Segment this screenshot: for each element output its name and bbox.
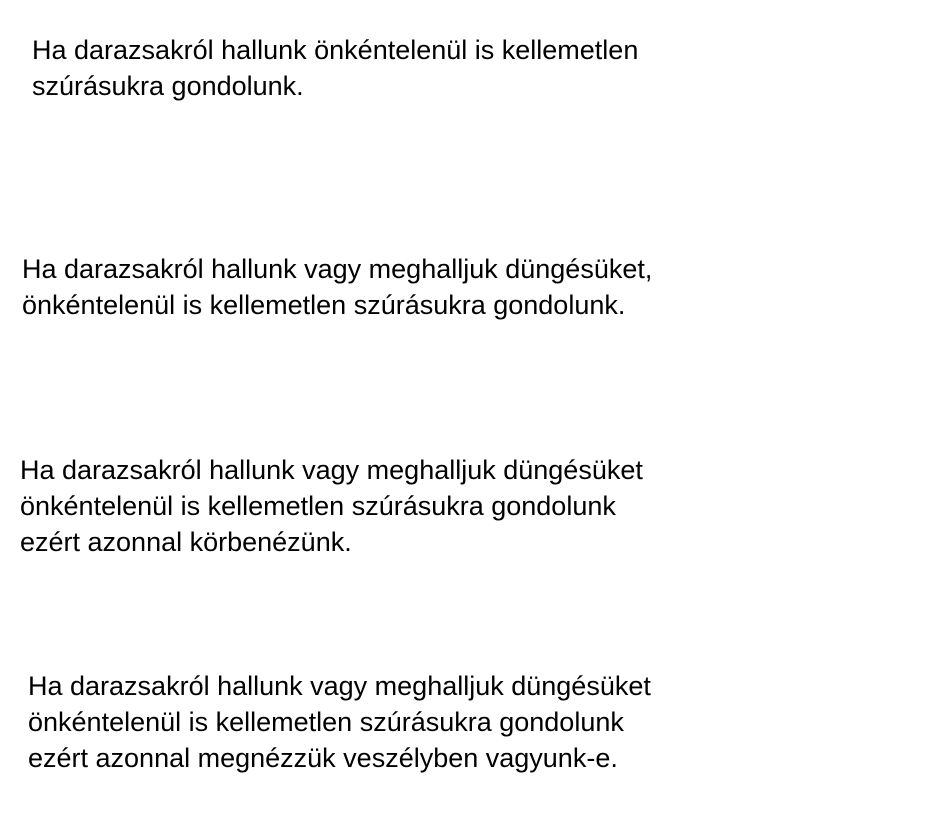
paragraph-1 (32, 32, 638, 104)
paragraph-2-line-1: Ha darazsakról hallunk vagy meghalljuk düngésüket, (22, 254, 653, 284)
paragraph-1-line-1: Ha darazsakról hallunk önkéntelenül is kellemetlen (32, 35, 639, 65)
paragraph-3-line-3: ezért azonnal körbenézünk. (20, 527, 352, 557)
paragraph-4-line-3: ezért azonnal megnézzük veszélyben vagyunk-e. (28, 743, 618, 773)
paragraph-2 (22, 251, 652, 323)
paragraph-1-line-2: szúrásukra gondolunk. (32, 71, 304, 101)
paragraph-3 (20, 452, 643, 560)
paragraph-3-line-1: Ha darazsakról hallunk vagy meghalljuk düngésüket (20, 455, 643, 485)
paragraph-4 (28, 668, 651, 776)
paragraph-2-line-2: önkéntelenül is kellemetlen szúrásukra gondolunk. (22, 290, 626, 320)
paragraph-4-line-1: Ha darazsakról hallunk vagy meghalljuk düngésüket (28, 671, 651, 701)
paragraph-3-line-2: önkéntelenül is kellemetlen szúrásukra gondolunk (20, 491, 616, 521)
paragraph-4-line-2: önkéntelenül is kellemetlen szúrásukra gondolunk (28, 707, 624, 737)
